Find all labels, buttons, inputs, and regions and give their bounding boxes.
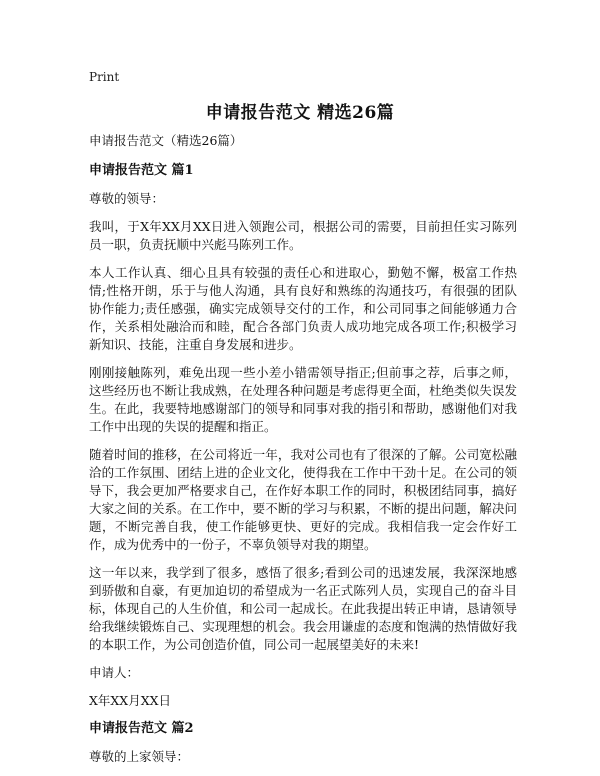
print-link[interactable]: Print xyxy=(89,70,120,84)
document-subtitle: 申请报告范文（精选26篇） xyxy=(89,133,243,148)
section-greeting: 尊敬的上家领导： xyxy=(89,749,190,764)
paragraph: 我叫，于X年XX月XX日进入领跑公司，根据公司的需要，目前担任实习陈列员一职，负责抚顺中兴彪马陈列工作。 xyxy=(89,219,517,252)
signature-label: 申请人： xyxy=(89,665,140,680)
page-title: 申请报告范文 精选26篇 xyxy=(205,103,395,123)
section-heading: 申请报告范文 篇2 xyxy=(89,721,194,736)
paragraph: 本人工作认真、细心且具有较强的责任心和进取心，勤勉不懈，极富工作热情;性格开朗，乐于与他人沟通，具有良好和熟练的沟通技巧，有很强的团队协作能力;责任感强，确实完成领导交付的工作，和公司同事之间能够通力合作，关系相处融洽而和睦，配合各部门负责人成功地完成各项工作;积极学习新知识、技能，注重自身发展和进步。 xyxy=(89,265,517,352)
paragraph: 刚刚接触陈列，难免出现一些小差小错需领导指正;但前事之荐，后事之师，这些经历也不断让我成熟，在处理各种问题是考虑得更全面，杜绝类似失误发生。在此，我要特地感谢部门的领导和同事对我的指引和帮助，感谢他们对我工作中出现的失误的提醒和指正。 xyxy=(89,365,517,434)
section-heading: 申请报告范文 篇1 xyxy=(89,163,194,178)
paragraph: 这一年以来，我学到了很多，感悟了很多;看到公司的迅速发展，我深深地感到骄傲和自豪，有更加迫切的希望成为一名正式陈列人员，实现自己的奋斗目标，体现自己的人生价值，和公司一起成长。在此我提出转正申请，恳请领导给我继续锻炼自己、实现理想的机会。我会用谦虚的态度和饱满的热情做好我的本职工作，为公司创造价值，同公司一起展望美好的未来! xyxy=(89,565,517,652)
section-greeting: 尊敬的领导： xyxy=(89,191,165,206)
signature-date: X年XX月XX日 xyxy=(89,693,171,708)
paragraph: 随着时间的推移，在公司将近一年，我对公司也有了很深的了解。公司宽松融洽的工作氛围、团结上进的企业文化，使得我在工作中干劲十足。在公司的领导下，我会更加严格要求自己，在作好本职工作的同时，积极团结同事，搞好大家之间的关系。在工作中，要不断的学习与积累，不断的提出问题，解决问题，不断完善自我，使工作能够更快、更好的完成。我相信我一定会作好工作，成为优秀中的一份子，不辜负领导对我的期望。 xyxy=(89,447,517,552)
document-body xyxy=(89,132,517,776)
